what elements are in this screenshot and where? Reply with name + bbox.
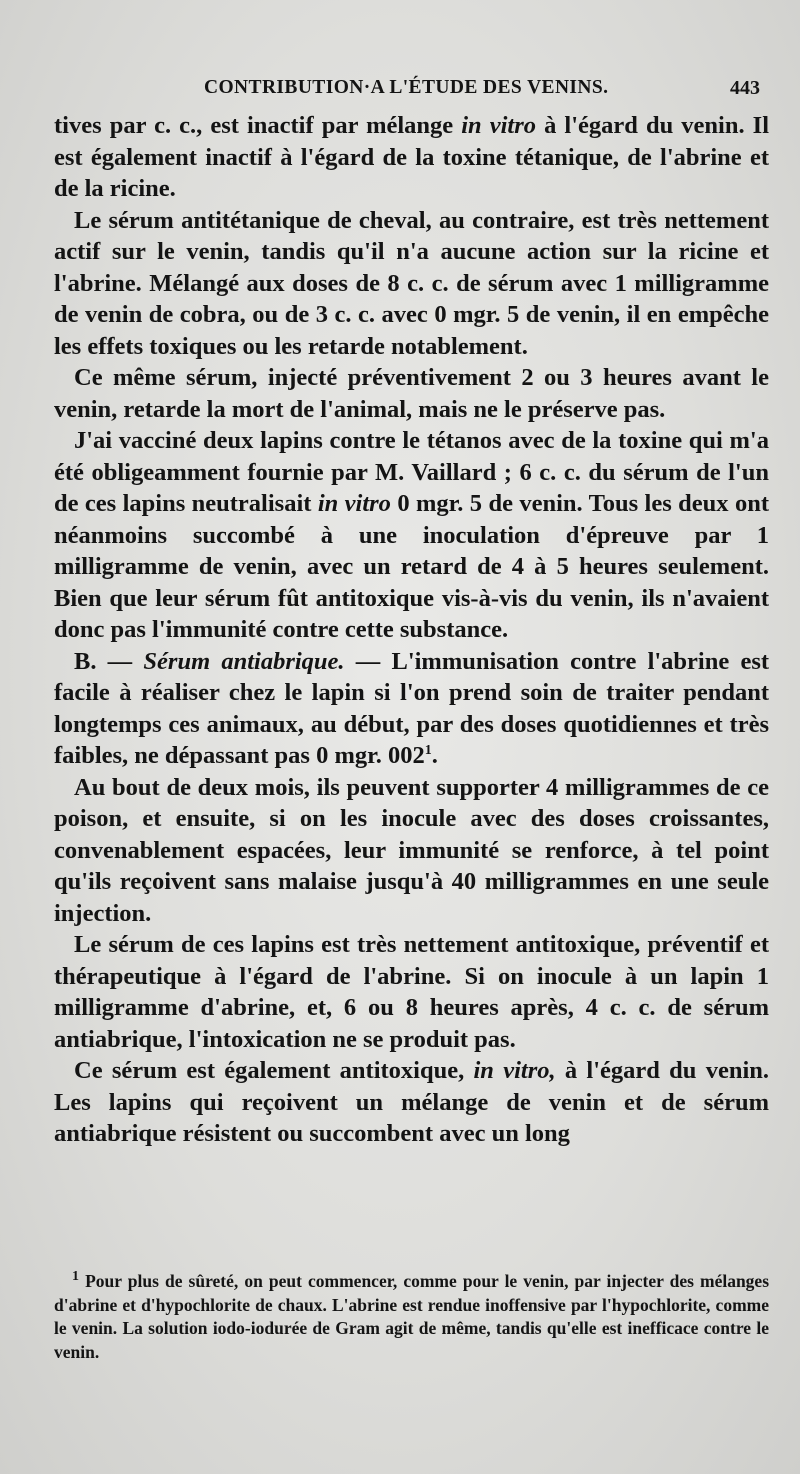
paragraph: Ce sérum est également antitoxique, in vitro, à l'égard du venin. Les lapins qui reçoivent un mélange de venin et de sérum antiabrique résistent ou succombent avec un long bbox=[54, 1057, 769, 1147]
body-text bbox=[54, 110, 769, 1150]
footnote-text: Pour plus de sûreté, on peut commencer, comme pour le venin, par injecter des mélanges d'abrine et d'hypochlorite de chaux. L'abrine est rendue inoffensive par l'hypochlorite, comme le venin. La solution iodo-iodurée de Gram agit de même, tandis qu'elle est inefficace contre le venin. bbox=[54, 1271, 770, 1362]
paragraph: Le sérum de ces lapins est très nettement antitoxique, préventif et thérapeutique à l'égard de l'abrine. Si on inocule à un lapin 1 milligramme d'abrine, et, 6 ou 8 heures après, 4 c. c. de sérum antiabrique, l'intoxication ne se produit pas. bbox=[54, 931, 769, 1053]
page-header bbox=[54, 77, 760, 107]
page-number: 443 bbox=[730, 77, 760, 99]
paragraph: J'ai vacciné deux lapins contre le tétanos avec de la toxine qui m'a été obligeamment fournie par M. Vaillard ; 6 c. c. du sérum de l'un de ces lapins neutralisait in vitro 0 mgr. 5 de venin. Tous les deux ont néanmoins succombé à une inoculation d'épreuve par 1 milligramme de venin, avec un retard de 4 à 5 heures seulement. Bien que leur sérum fût antitoxique vis-à-vis du venin, ils n'avaient donc pas l'immunité contre cette substance. bbox=[54, 427, 769, 643]
footnote bbox=[54, 1270, 769, 1364]
paragraph: Ce même sérum, injecté préventivement 2 ou 3 heures avant le venin, retarde la mort de l'animal, mais ne le préserve pas. bbox=[54, 364, 769, 423]
paragraph: B. — Sérum antiabrique. — L'immunisation contre l'abrine est facile à réaliser chez le lapin si l'on prend soin de traiter pendant longtemps ces animaux, au début, par des doses quotidiennes et très faibles, ne dépassant pas 0 mgr. $002^1$. bbox=[54, 647, 770, 769]
paragraph: Au bout de deux mois, ils peuvent supporter 4 milligrammes de ce poison, et ensuite, si on les inocule avec des doses croissantes, convenablement espacées, leur immunité se renforce, à tel point qu'ils reçoivent sans malaise jusqu'à 40 milligrammes en une seule injection. bbox=[54, 773, 769, 927]
footnote-marker: 1 bbox=[72, 1269, 79, 1285]
paragraph: Le sérum antitétanique de cheval, au contraire, est très nettement actif sur le venin, tandis qu'il n'a aucune action sur la ricine et l'abrine. Mélangé aux doses de 8 c. c. de sérum avec 1 milligramme de venin de cobra, ou de 3 c. c. avec 0 mgr. 5 de venin, il en empêche les effets toxiques ou les retarde notablement. bbox=[54, 206, 769, 360]
running-title: CONTRIBUTION·A L'ÉTUDE DES VENINS. bbox=[204, 77, 609, 98]
paragraph: tives par c. c., est inactif par mélange in vitro à l'égard du venin. Il est également inactif à l'égard de la toxine tétanique, de l'abrine et de la ricine. bbox=[54, 112, 770, 202]
section-heading: Sérum antiabrique. bbox=[143, 647, 345, 675]
footnote-ref: 1 bbox=[424, 742, 432, 758]
